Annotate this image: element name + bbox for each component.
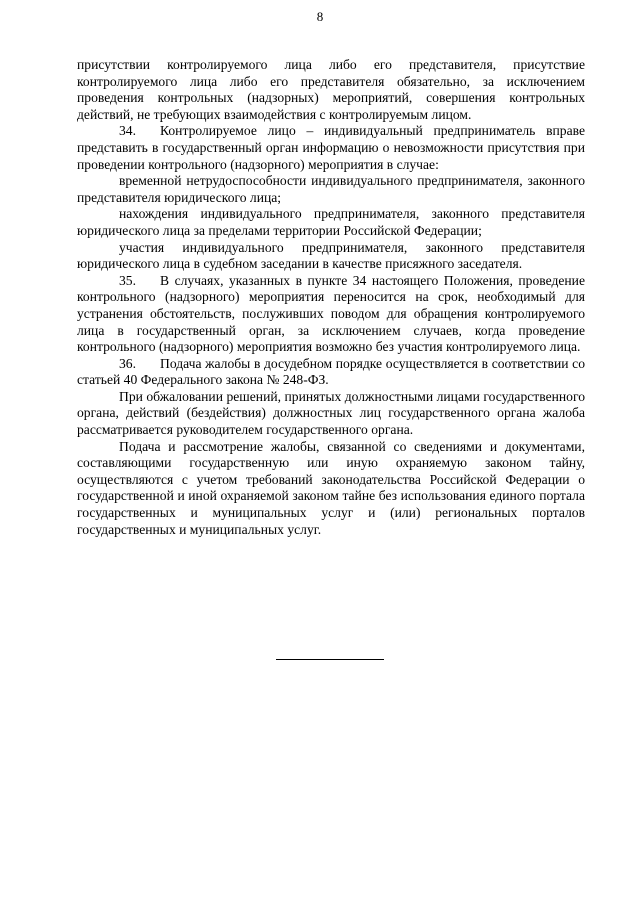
end-separator-line [276,659,384,660]
paragraph-35 [77,273,585,356]
paragraph-text: Контролируемое лицо – индивидуальный предприниматель вправе представить в государственный орган информацию о невозможности присутствия при проведении контрольного (надзорного) мероприятия в случае: [77,123,585,172]
paragraph-text: Подача жалобы в досудебном порядке осуществляется в соответствии со статьей 40 Федерального закона № 248-ФЗ. [77,355,585,388]
paragraph-case-disability: временной нетрудоспособности индивидуального предпринимателя, законного представителя юридического лица; [77,173,585,205]
paragraph-36 [77,356,585,389]
paragraph-case-juror: участия индивидуального предпринимателя, законного представителя юридического лица в судебном заседании в качестве присяжного заседателя. [77,239,585,272]
paragraph-continuation: присутствии контролируемого лица либо его представителя, присутствие контролируемого лица либо его представителя обязательно, за исключением проведения контрольных (надзорных) мероприятий, совершения контрольных действий, не требующих взаимодействия с контролируемым лицом. [77,57,585,122]
paragraph-appeal: При обжаловании решений, принятых должностными лицами государственного органа, действий (бездействия) должностных лиц государственного органа жалоба рассматривается руководителем государственного органа. [77,388,585,438]
paragraph-case-abroad: нахождения индивидуального предпринимателя, законного представителя юридического лица за пределами территории Российской Федерации; [77,206,585,238]
paragraph-number: 34. [119,123,136,139]
paragraph-text: В случаях, указанных в пункте 34 настоящего Положения, проведение контрольного (надзорного) мероприятия переносится на срок, необходимый для устранения обстоятельств, послуживших поводом для обращения контролируемого лица в государственный орган, за исключением случаев, когда проведение контрольного (надзорного) мероприятия возможно без участия контролируемого лица. [77,272,585,355]
page-number: 8 [316,9,324,24]
paragraph-number: 35. [119,272,136,288]
paragraph-number: 36. [119,355,136,371]
document-body [77,57,585,538]
paragraph-34 [77,123,585,173]
paragraph-secret-info: Подача и рассмотрение жалобы, связанной со сведениями и документами, составляющими государственную или иную охраняемую законом тайну, осуществляются с учетом требований законодательства Российской Федерации о государственной и иной охраняемой законом тайне без использования единого портала государственных и муниципальных услуг и (или) региональных порталов государственных и муниципальных услуг. [77,438,585,537]
